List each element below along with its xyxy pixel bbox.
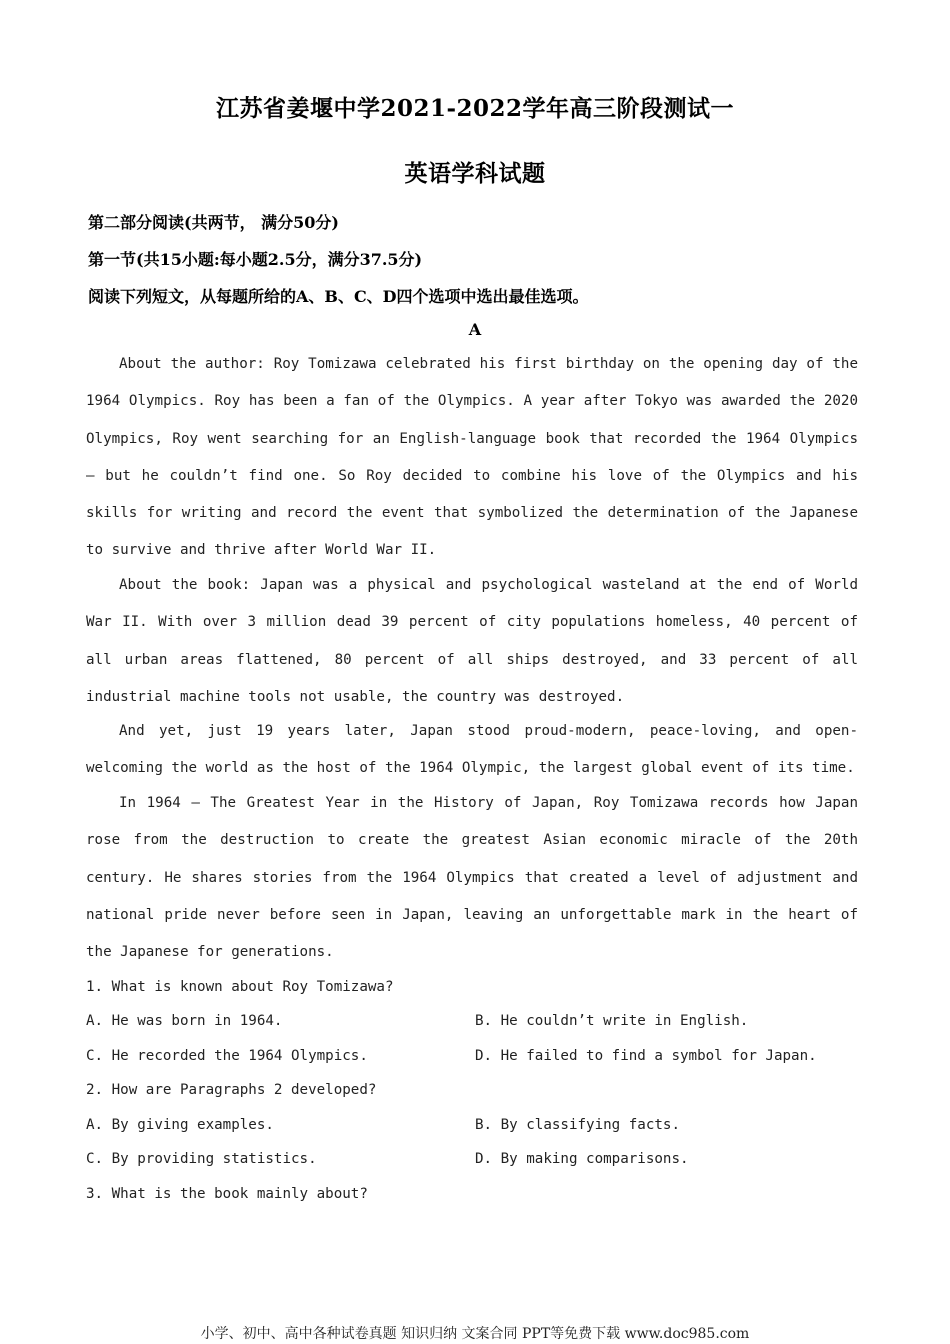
passage-paragraph: About the author: Roy Tomizawa celebrated his first birthday on the opening day of the 1964 Olympics. Roy has been a fan of the Olympics. A year after Tokyo was awarded the 2020 Olympics, Roy went searching for an English-language book that recorded the 1964 Olympics — but he couldn’t find one. So Roy decided to combine his love of the Olympics and his skills for writing and record the event that symbolized the determination of the Japanese to survive and thrive after World War II. bbox=[86, 356, 858, 559]
page-title: 江苏省姜堰中学2021-2022学年高三阶段测试一 bbox=[215, 95, 735, 122]
question-stem: 3. What is the book mainly about? bbox=[86, 1186, 368, 1202]
part-heading: 第二部分阅读(共两节， 满分50分) bbox=[88, 213, 339, 232]
passage-paragraph: And yet, just 19 years later, Japan stood proud-modern, peace-loving, and open-welcoming the world as the host of the 1964 Olympic, the largest global event of its time. bbox=[86, 723, 858, 777]
answer-option[interactable]: D. He failed to find a symbol for Japan. bbox=[475, 1048, 817, 1064]
answer-option[interactable]: C. He recorded the 1964 Olympics. bbox=[86, 1048, 368, 1064]
instruction-text: 阅读下列短文，从每题所给的A、B、C、D四个选项中选出最佳选项。 bbox=[88, 287, 589, 306]
answer-option[interactable]: A. He was born in 1964. bbox=[86, 1013, 283, 1029]
answer-option[interactable]: B. He couldn’t write in English. bbox=[475, 1013, 749, 1029]
subject-title: 英语学科试题 bbox=[404, 160, 546, 187]
passage-paragraph: In 1964 — The Greatest Year in the History of Japan, Roy Tomizawa records how Japan rose from the destruction to create the greatest Asian economic miracle of the 20th century. He shares stories from the 1964 Olympics that created a level of adjustment and national pride never before seen in Japan, leaving an unforgettable mark in the heart of the Japanese for generations. bbox=[86, 795, 858, 961]
answer-option[interactable]: C. By providing statistics. bbox=[86, 1151, 317, 1167]
question-stem: 2. How are Paragraphs 2 developed? bbox=[86, 1082, 377, 1098]
answer-option[interactable]: B. By classifying facts. bbox=[475, 1117, 680, 1133]
question-stem: 1. What is known about Roy Tomizawa? bbox=[86, 979, 394, 995]
section-heading: 第一节(共15小题:每小题2.5分，满分37.5分) bbox=[88, 250, 423, 269]
footer-banner[interactable]: 小学、初中、高中各种试卷真题 知识归纳 文案合同 PPT等免费下载 www.doc985.com bbox=[200, 1326, 750, 1342]
answer-option[interactable]: D. By making comparisons. bbox=[475, 1151, 689, 1167]
answer-option[interactable]: A. By giving examples. bbox=[86, 1117, 274, 1133]
passage-paragraph: About the book: Japan was a physical and psychological wasteland at the end of World War II. With over 3 million dead 39 percent of city populations homeless, 40 percent of all urban areas flattened, 80 percent of all ships destroyed, and 33 percent of all industrial machine tools not usable, the country was destroyed. bbox=[86, 577, 858, 705]
passage-label: A bbox=[468, 320, 482, 339]
